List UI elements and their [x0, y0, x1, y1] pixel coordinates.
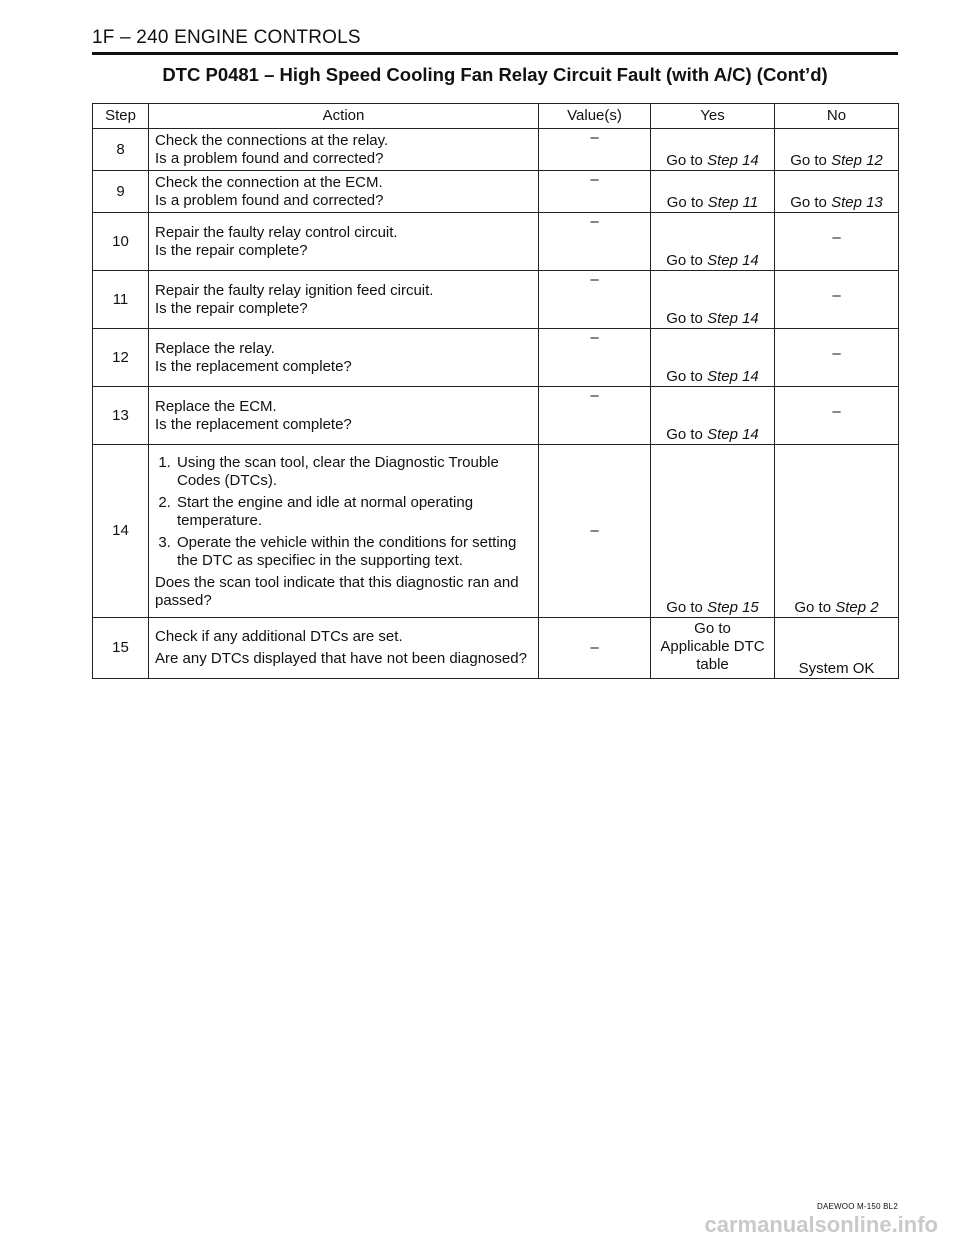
action-question: Is the replacement complete?	[155, 357, 352, 375]
header-text: 1F – 240 ENGINE CONTROLS	[92, 27, 361, 48]
procedure-item: 3. Operate the vehicle within the conditions for setting the DTC as specifiec in the supporting text.	[175, 534, 532, 570]
yes-cell	[651, 129, 775, 171]
no-cell: –	[775, 213, 899, 271]
action-cell	[149, 618, 539, 679]
step-number: 13	[93, 387, 149, 445]
action-line: Replace the relay.	[155, 339, 275, 357]
step-number: 11	[93, 271, 149, 329]
table-row	[93, 618, 899, 679]
yes-step-reference: Step 14	[707, 426, 759, 443]
go-to-text: Go to	[666, 310, 703, 327]
action-question: Is the repair complete?	[155, 299, 308, 317]
step-number: 15	[93, 618, 149, 679]
action-line: Replace the ECM.	[155, 397, 277, 415]
procedure-item: 1. Using the scan tool, clear the Diagnostic Trouble Codes (DTCs).	[175, 454, 532, 490]
step-number: 9	[93, 171, 149, 213]
table-row	[93, 329, 899, 387]
action-cell	[149, 329, 539, 387]
action-cell	[149, 171, 539, 213]
procedure-list	[155, 454, 532, 570]
table-row	[93, 129, 899, 171]
yes-cell	[651, 618, 775, 679]
action-question: Does the scan tool indicate that this diagnostic ran and passed?	[155, 574, 519, 609]
yes-step-reference: Step 14	[707, 310, 759, 327]
yes-step-reference: Step 15	[707, 599, 759, 616]
column-header-action: Action	[149, 104, 539, 129]
step-number: 12	[93, 329, 149, 387]
action-cell	[149, 387, 539, 445]
value-cell: –	[539, 387, 651, 445]
yes-step-reference: Step 14	[707, 152, 759, 169]
page-title: DTC P0481 – High Speed Cooling Fan Relay Circuit Fault (with A/C) (Cont’d)	[162, 64, 828, 85]
action-cell	[149, 213, 539, 271]
go-to-text: Go to	[666, 152, 703, 169]
action-line: Repair the faulty relay ignition feed circuit.	[155, 281, 434, 299]
action-cell	[149, 445, 539, 618]
table-row	[93, 387, 899, 445]
no-cell	[775, 129, 899, 171]
diagnostic-table	[92, 103, 899, 679]
table-header-row	[93, 104, 899, 129]
action-line: Check the connections at the relay.	[155, 131, 389, 149]
no-step-reference: Step 12	[831, 152, 883, 169]
column-header-yes: Yes	[651, 104, 775, 129]
yes-cell	[651, 271, 775, 329]
value-cell: –	[539, 618, 651, 679]
table-row	[93, 445, 899, 618]
column-header-no: No	[775, 104, 899, 129]
yes-step-reference: Step 14	[707, 252, 759, 269]
yes-step-reference: Step 14	[707, 368, 759, 385]
action-question: Is a problem found and corrected?	[155, 191, 384, 209]
no-cell: –	[775, 387, 899, 445]
go-to-text: Go to	[666, 426, 703, 443]
action-question: Is a problem found and corrected?	[155, 149, 384, 167]
no-cell: –	[775, 329, 899, 387]
no-step-reference: Step 2	[835, 599, 879, 616]
page-header	[92, 22, 898, 55]
value-cell: –	[539, 329, 651, 387]
yes-step-reference: Step 11	[707, 194, 759, 211]
yes-line: Applicable DTC	[660, 638, 765, 655]
column-header-values: Value(s)	[539, 104, 651, 129]
value-cell: –	[539, 171, 651, 213]
table-row	[93, 271, 899, 329]
go-to-text: Go to	[790, 194, 827, 211]
value-cell: –	[539, 213, 651, 271]
no-step-reference: Step 13	[831, 194, 883, 211]
yes-cell	[651, 387, 775, 445]
action-cell	[149, 129, 539, 171]
value-cell: –	[539, 271, 651, 329]
yes-line: table	[696, 656, 729, 673]
action-question: Are any DTCs displayed that have not been diagnosed?	[155, 650, 527, 667]
action-cell	[149, 271, 539, 329]
go-to-text: Go to	[666, 368, 703, 385]
go-to-text: Go to	[790, 152, 827, 169]
action-question: Is the repair complete?	[155, 241, 308, 259]
value-cell: –	[539, 445, 651, 618]
table-row	[93, 213, 899, 271]
no-cell	[775, 171, 899, 213]
yes-cell	[651, 329, 775, 387]
action-question: Is the replacement complete?	[155, 415, 352, 433]
column-header-step: Step	[93, 104, 149, 129]
value-cell: –	[539, 129, 651, 171]
action-line: Check the connection at the ECM.	[155, 173, 383, 191]
step-number: 8	[93, 129, 149, 171]
watermark: carmanualsonline.info	[704, 1212, 938, 1237]
yes-cell	[651, 171, 775, 213]
table-row	[93, 171, 899, 213]
step-number: 10	[93, 213, 149, 271]
no-cell: –	[775, 271, 899, 329]
yes-cell	[651, 445, 775, 618]
yes-line: Go to	[694, 620, 731, 637]
footer-code: DAEWOO M-150 BL2	[816, 1202, 898, 1211]
step-number: 14	[93, 445, 149, 618]
go-to-text: Go to	[666, 252, 703, 269]
go-to-text: Go to	[666, 599, 703, 616]
go-to-text: Go to	[794, 599, 832, 616]
no-cell	[775, 445, 899, 618]
no-cell: System OK	[775, 618, 899, 679]
action-line: Check if any additional DTCs are set.	[155, 628, 403, 645]
yes-cell	[651, 213, 775, 271]
procedure-item: 2. Start the engine and idle at normal operating temperature.	[175, 494, 532, 530]
go-to-text: Go to	[666, 194, 704, 211]
action-line: Repair the faulty relay control circuit.	[155, 223, 398, 241]
